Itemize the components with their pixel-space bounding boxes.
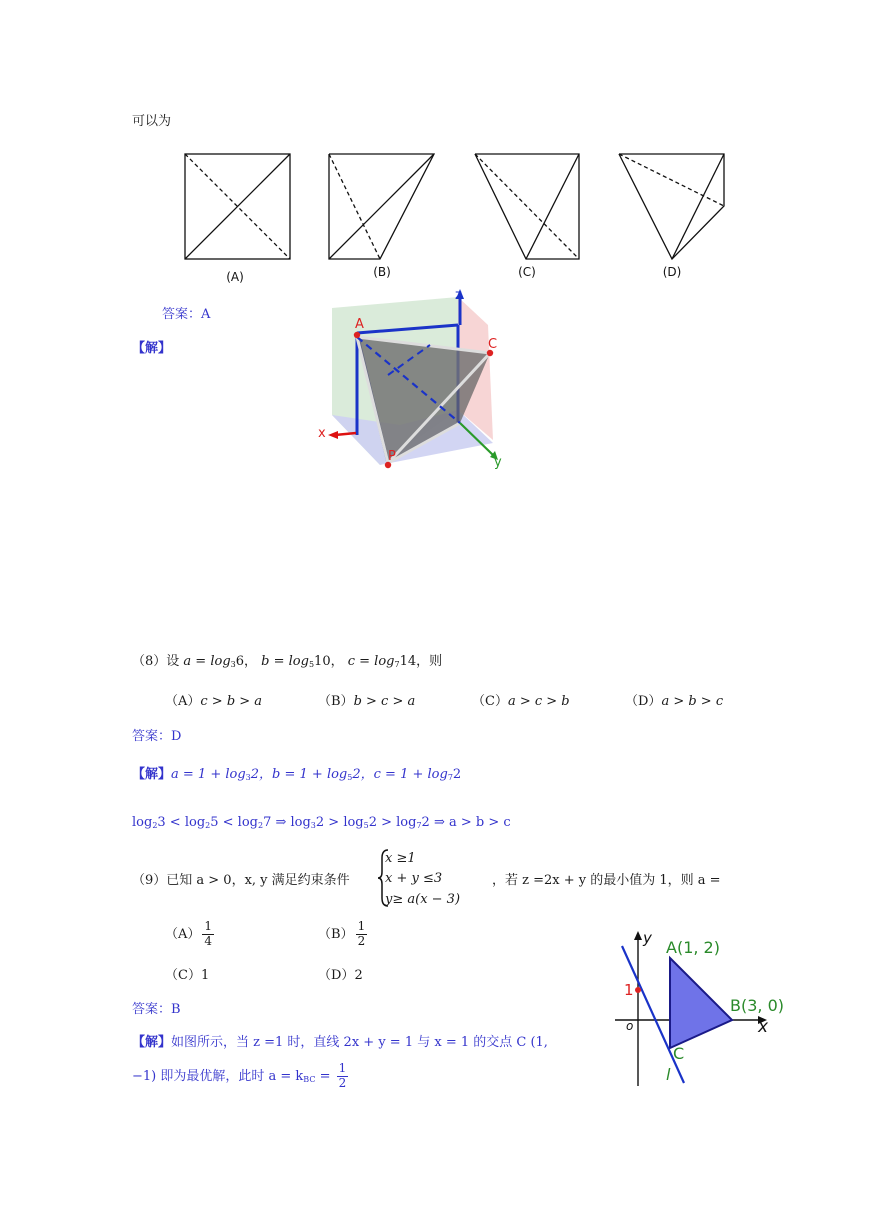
graph-x-axis-label: x <box>758 1017 769 1037</box>
q9-solution-line1: 【解】如图所示，当 z =1 时，直线 2x + y = 1 与 x = 1 的交点 C (1, <box>132 1035 548 1050</box>
q9-question-lead: （9）已知 a > 0，x, y 满足约束条件 <box>132 873 350 888</box>
q9-option-a: （A） $\frac{1}{4}$ <box>165 919 213 948</box>
q8-question: （8）设 $a = \log_36$， $b = \log_510$， $c = \log_714$，则 <box>132 654 443 669</box>
q7-view-options <box>170 140 750 290</box>
view-d-shape <box>619 154 724 259</box>
q8-option-b: （B）b > c > a <box>318 694 416 709</box>
q8-option-d: （D）a > b > c <box>625 694 724 709</box>
graph-point-c-label: C <box>673 1044 685 1063</box>
view-label-a: (A) <box>226 270 244 284</box>
graph-origin-label: o <box>626 1019 634 1033</box>
graph-point-b-label: B(3, 0) <box>730 996 784 1015</box>
q8-solution-line2: $\log_23 < \log_25 < \log_27$ ⇒ $\log_32 > \log_52 > \log_72$ ⇒ a > b > c <box>132 815 511 830</box>
point-p-label: P <box>388 449 396 464</box>
q9-option-b: （B） $\frac{1}{2}$ <box>318 919 366 948</box>
axis-z-label: z <box>455 288 462 303</box>
point-a-label: A <box>355 317 364 332</box>
view-label-b: (B) <box>373 265 391 279</box>
q9-answer: 答案：B <box>132 1002 181 1017</box>
q8-solution-line1: 【解】$a = 1 + \log_32$，$b = 1 + \log_52$，$c = 1 + \log_72$ <box>132 767 462 782</box>
intro-text: 可以为 <box>132 114 172 129</box>
q9-option-d: （D）2 <box>318 968 363 983</box>
point-c-label: C <box>488 337 498 352</box>
q9-solution-line2: −1) 即为最优解，此时 $a = k_{BC}$ = $\frac{1}{2}$ <box>132 1061 347 1090</box>
q8-option-c: （C）a > c > b <box>472 694 570 709</box>
graph-point-a-label: A(1, 2) <box>666 938 720 957</box>
q8-answer: 答案：D <box>132 729 182 744</box>
q8-option-a: （A）c > b > a <box>165 694 263 709</box>
q9-graph <box>610 928 810 1093</box>
view-label-c: (C) <box>518 265 536 279</box>
q7-solution-label: 【解】 <box>132 341 172 356</box>
graph-y-axis-label: y <box>643 929 652 947</box>
graph-line-l-label: l <box>666 1065 671 1084</box>
q9-constraint-2: x + y ≤3 <box>385 871 443 886</box>
q9-constraint-1: x ≥1 <box>385 851 416 866</box>
q9-constraint-3: y≥ a(x − 3) <box>385 892 461 907</box>
q9-question-tail: ，若 z =2x + y 的最小值为 1，则 a = <box>492 873 721 888</box>
q7-3d-figure <box>310 285 520 485</box>
q7-answer: 答案：A <box>162 307 211 322</box>
view-label-d: (D) <box>662 265 682 279</box>
axis-y-label: y <box>494 455 502 470</box>
graph-intercept-label: 1 <box>624 981 634 999</box>
axis-x-label: x <box>318 426 326 441</box>
q9-option-c: （C）1 <box>165 968 210 983</box>
